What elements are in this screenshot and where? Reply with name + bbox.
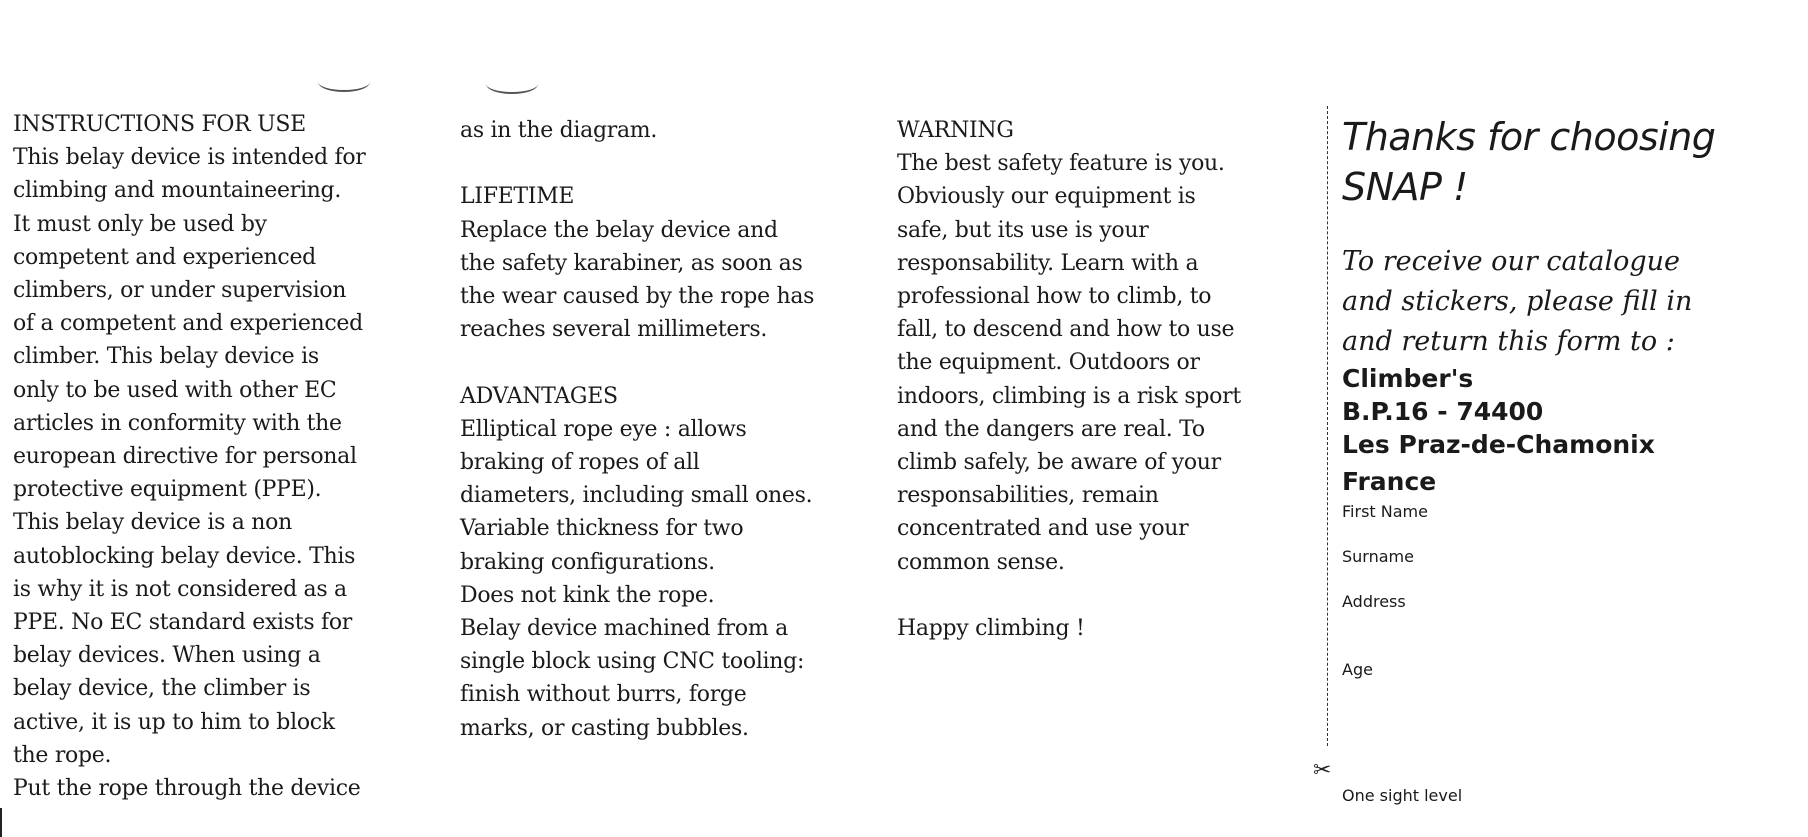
text-line: the rope. xyxy=(13,742,112,768)
text-line: responsabilities, remain xyxy=(897,483,1159,509)
text-line: articles in conformity with the xyxy=(13,410,342,436)
text-line: concentrated and use your xyxy=(897,516,1189,542)
text-line: Elliptical rope eye : allows xyxy=(460,416,747,442)
text-line: reaches several millimeters. xyxy=(460,317,768,343)
text-line: Replace the belay device and xyxy=(460,217,778,243)
text-line: autoblocking belay device. This xyxy=(13,543,356,569)
cut-line xyxy=(1327,106,1328,746)
text-line: protective equipment (PPE). xyxy=(13,477,322,503)
scissors-icon: ✂ xyxy=(1313,758,1332,783)
paragraph-gap xyxy=(460,346,890,379)
paragraph-gap xyxy=(460,147,890,180)
text-line: It must only be used by xyxy=(13,211,267,237)
text-line: INSTRUCTIONS FOR USE xyxy=(13,112,306,137)
text-line: Does not kink the rope. xyxy=(460,582,715,608)
text-line: marks, or casting bubbles. xyxy=(460,715,749,741)
receive-text-line-2: and stickers, please fill in xyxy=(1342,286,1693,317)
text-line: fall, to descend and how to use xyxy=(897,317,1235,343)
surname-field[interactable]: Surname xyxy=(1342,547,1414,566)
sight-level-label: One sight level xyxy=(1342,786,1463,805)
text-line: belay devices. When using a xyxy=(13,643,321,669)
text-line: climb safely, be aware of your xyxy=(897,450,1221,476)
text-line: LIFETIME xyxy=(460,184,575,210)
text-line: only to be used with other EC xyxy=(13,377,337,403)
binding-hole-mark xyxy=(486,74,538,94)
text-line: the equipment. Outdoors or xyxy=(897,350,1200,376)
text-line: ADVANTAGES xyxy=(460,383,618,409)
text-line: Obviously our equipment is xyxy=(897,184,1196,210)
text-line: braking configurations. xyxy=(460,549,715,575)
text-line: Happy climbing ! xyxy=(897,616,1085,642)
text-line: braking of ropes of all xyxy=(460,450,700,475)
lifetime-advantages-column xyxy=(460,114,890,745)
thanks-heading-line-2: SNAP ! xyxy=(1342,165,1468,209)
order-form xyxy=(1342,112,1802,680)
address-line-2: B.P.16 - 74400 xyxy=(1342,397,1544,426)
thanks-heading-line-1: Thanks for choosing xyxy=(1342,115,1716,159)
address-line-3: Les Praz-de-Chamonix xyxy=(1342,430,1655,459)
text-line: climbers, or under supervision xyxy=(13,278,347,304)
warning-column xyxy=(897,114,1327,645)
text-line: is why it is not considered as a xyxy=(13,576,347,602)
text-line: Belay device machined from a xyxy=(460,616,788,642)
text-line: climbing and mountaineering. xyxy=(13,178,342,204)
text-line: The best safety feature is you. xyxy=(897,151,1225,177)
address-field[interactable]: Address xyxy=(1342,592,1406,611)
text-line: Variable thickness for two xyxy=(460,516,744,542)
paragraph-gap xyxy=(897,579,1327,612)
text-line: common sense. xyxy=(897,549,1065,575)
text-line: belay device, the climber is xyxy=(13,676,311,702)
age-field[interactable]: Age xyxy=(1342,660,1373,679)
text-line: This belay device is intended for xyxy=(13,145,366,171)
text-line: the safety karabiner, as soon as xyxy=(460,250,803,276)
text-line: diameters, including small ones. xyxy=(460,483,813,509)
text-line: This belay device is a non xyxy=(13,510,292,536)
text-line: as in the diagram. xyxy=(460,118,658,143)
address-country: France xyxy=(1342,467,1437,496)
binding-hole-mark xyxy=(318,72,370,92)
receive-text-line-1: To receive our catalogue xyxy=(1342,246,1681,277)
text-line: WARNING xyxy=(897,118,1014,143)
text-line: professional how to climb, to xyxy=(897,284,1212,310)
text-line: the wear caused by the rope has xyxy=(460,284,815,309)
text-line: Put the rope through the device xyxy=(13,776,361,802)
text-line: safe, but its use is your xyxy=(897,217,1149,243)
text-line: competent and experienced xyxy=(13,244,316,270)
first-name-field[interactable]: First Name xyxy=(1342,502,1428,521)
text-line: active, it is up to him to block xyxy=(13,709,335,735)
edge-mark xyxy=(0,808,2,837)
text-line: climber. This belay device is xyxy=(13,344,319,370)
text-line: responsability. Learn with a xyxy=(897,250,1199,276)
text-line: of a competent and experienced xyxy=(13,311,363,337)
receive-text-line-3: and return this form to : xyxy=(1342,326,1675,357)
text-line: and the dangers are real. To xyxy=(897,416,1205,442)
instructions-column xyxy=(13,108,453,805)
text-line: european directive for personal xyxy=(13,444,357,470)
text-line: finish without burrs, forge xyxy=(460,682,747,708)
address-line-1: Climber's xyxy=(1342,364,1474,393)
text-line: PPE. No EC standard exists for xyxy=(13,610,353,636)
text-line: indoors, climbing is a risk sport xyxy=(897,383,1241,409)
text-line: single block using CNC tooling: xyxy=(460,649,805,675)
